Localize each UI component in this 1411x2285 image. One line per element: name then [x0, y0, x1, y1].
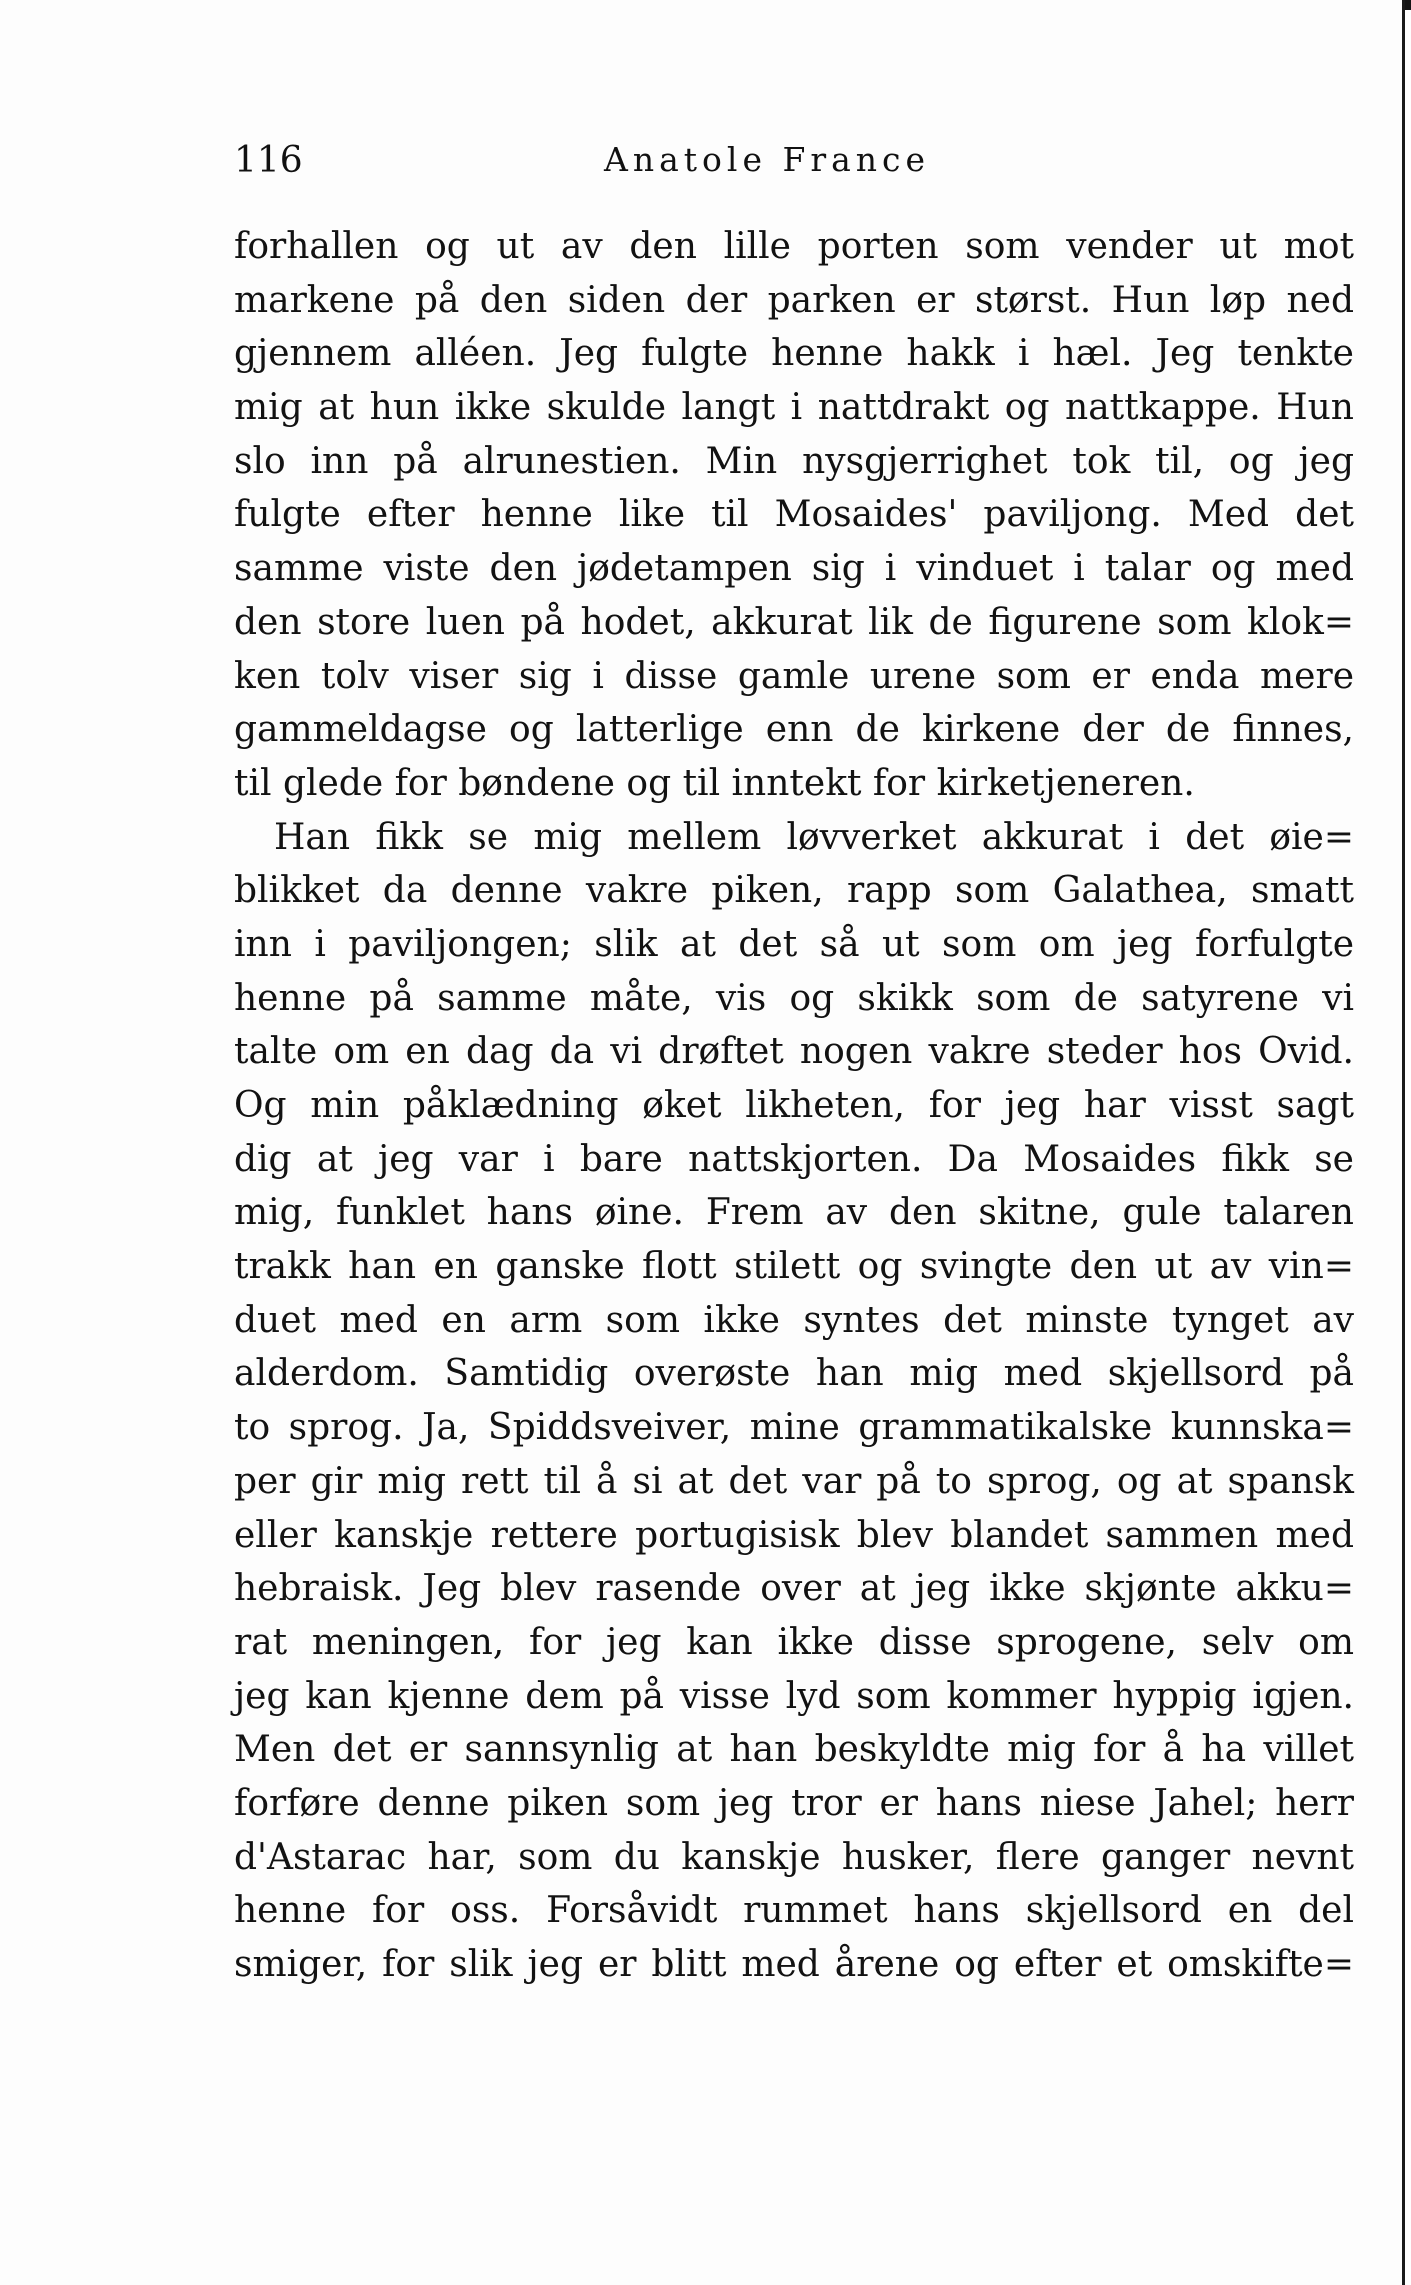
page-number: 116 [234, 140, 303, 181]
text-line: Han fikk se mig mellem løvverket akkurat i det øie= [274, 816, 1354, 858]
text-line: smiger, for slik jeg er blitt med årene og efter et omskifte= [234, 1944, 1354, 1985]
text-line: slo inn på alrunestien. Min nysgjerrighet tok til, og jeg [234, 440, 1354, 482]
text-line: per gir mig rett til å si at det var på to sprog, og at spansk [234, 1460, 1354, 1502]
text-line: gjennem alléen. Jeg fulgte henne hakk i hæl. Jeg tenkte [234, 333, 1354, 375]
text-line: rat meningen, for jeg kan ikke disse sprogene, selv om [234, 1621, 1354, 1663]
page-header [234, 140, 1354, 200]
text-line: inn i paviljongen; slik at det så ut som om jeg forfulgte [234, 923, 1354, 965]
text-line: gammeldagse og latterlige enn de kirkene der de finnes, [234, 709, 1354, 751]
text-line: markene på den siden der parken er størst. Hun løp ned [234, 279, 1354, 321]
text-line: forhallen og ut av den lille porten som vender ut mot [234, 226, 1354, 267]
text-line: forføre denne piken som jeg tror er hans niese Jahel; herr [234, 1782, 1354, 1824]
text-line: samme viste den jødetampen sig i vinduet i talar og med [234, 548, 1354, 590]
text-line: Men det er sannsynlig at han beskyldte mig for å ha villet [234, 1729, 1354, 1771]
text-line: blikket da denne vakre piken, rapp som Galathea, smatt [234, 870, 1354, 912]
text-line: d'Astarac har, som du kanskje husker, flere ganger nevnt [234, 1836, 1354, 1878]
text-line: mig, funklet hans øine. Frem av den skitne, gule talaren [234, 1192, 1354, 1234]
body-text [234, 220, 1354, 1992]
text-line: Og min påklædning øket likheten, for jeg har visst sagt [234, 1085, 1354, 1126]
text-line: talte om en dag da vi drøftet nogen vakre steder hos Ovid. [234, 1031, 1354, 1073]
text-line: jeg kan kjenne dem på visse lyd som kommer hyppig igjen. [234, 1675, 1354, 1717]
text-line: dig at jeg var i bare nattskjorten. Da Mosaides fikk se [234, 1138, 1354, 1180]
text-line: henne for oss. Forsåvidt rummet hans skjellsord en del [234, 1890, 1354, 1932]
text-line: ken tolv viser sig i disse gamle urene som er enda mere [234, 655, 1354, 697]
text-line: eller kanskje rettere portugisisk blev blandet sammen med [234, 1514, 1354, 1556]
text-line: til glede for bøndene og til inntekt for kirketjeneren. [234, 762, 1195, 804]
text-line: mig at hun ikke skulde langt i nattdrakt og nattkappe. Hun [234, 387, 1354, 429]
text-line: fulgte efter henne like til Mosaides' paviljong. Med det [234, 494, 1354, 536]
text-line: den store luen på hodet, akkurat lik de figurene som klok= [234, 601, 1354, 643]
text-line: hebraisk. Jeg blev rasende over at jeg ikke skjønte akku= [234, 1568, 1354, 1610]
text-line: duet med en arm som ikke syntes det minste tynget av [234, 1299, 1354, 1341]
text-line: to sprog. Ja, Spiddsveiver, mine grammatikalske kunnska= [234, 1407, 1354, 1449]
text-line: henne på samme måte, vis og skikk som de satyrene vi [234, 977, 1354, 1019]
text-line: alderdom. Samtidig overøste han mig med skjellsord på [234, 1353, 1354, 1395]
running-title: Anatole France [604, 140, 931, 179]
text-line: trakk han en ganske flott stilett og svingte den ut av vin= [234, 1246, 1354, 1288]
